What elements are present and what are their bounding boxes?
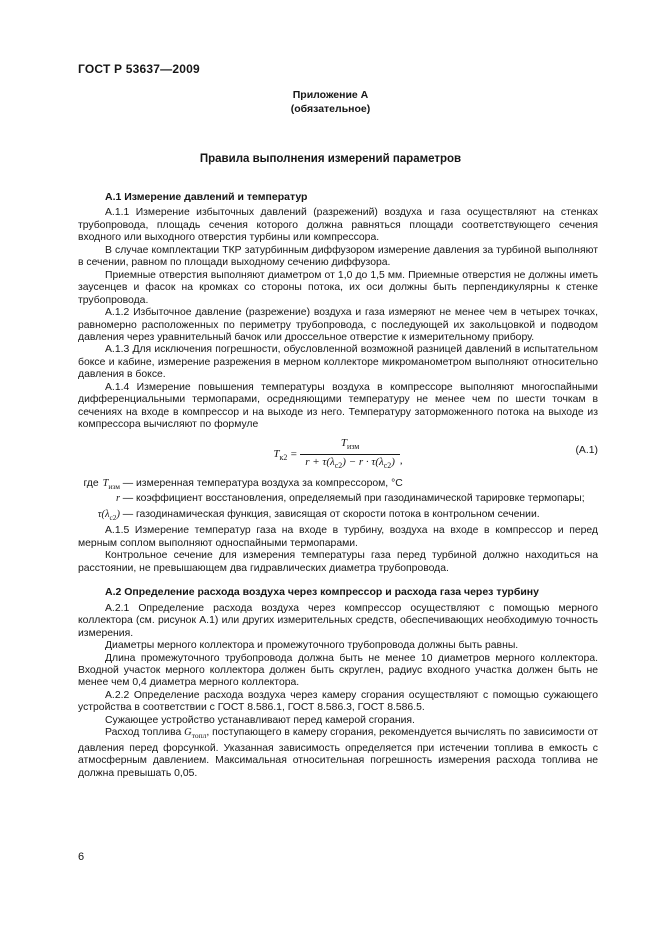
appendix-header — [0, 89, 661, 116]
paragraph: А.1.1 Измерение избыточных давлений (разрежений) воздуха и газа осуществляют на стенках трубопровода, площадь сечения которого должна равняться площади соответствующего сечения входного или выходного отверстия турбины или компрессора. — [78, 207, 598, 244]
formula-number: (А.1) — [575, 444, 598, 456]
section-heading-a2: А.2 Определение расхода воздуха через компрессор и расхода газа через турбину — [105, 586, 539, 599]
where-row — [70, 478, 598, 494]
formula-expression — [273, 437, 402, 473]
doc-code: ГОСТ Р 53637—2009 — [78, 62, 200, 76]
paragraph: А.1.4 Измерение повышения температуры воздуха в компрессоре выполняют многоспайными дифференциальными термопарами, осредняющими температуру не менее чем по шести точкам в сечениях на входе в компрессор и на выходе из него. Температуру заторможенного потока на выходе из компрессора вычисляют по формуле — [78, 381, 598, 431]
formula-lhs: $T_{к2}$ — [273, 448, 288, 463]
where-definition: измеренная температура воздуха за компрессором, °С — [136, 477, 403, 489]
appendix-label: Приложение А — [292, 89, 369, 101]
formula-where-list — [70, 478, 598, 525]
where-term: r — [115, 493, 120, 505]
paragraph: Контрольное сечение для измерения температуры газа перед турбиной должно находиться на расстоянии, не превышающем два гидравлических диаметра трубопровода. — [78, 550, 598, 574]
where-row — [70, 509, 598, 525]
paragraph: А.1.5 Измерение температур газа на входе в турбину, воздуха на входе в компрессор и перед мерным соплом выполняют односпайными термопарами. — [78, 525, 598, 549]
dash: — — [122, 508, 134, 520]
paragraph: А.1.3 Для исключения погрешности, обусловленной возможной разницей давлений в испытательном боксе и кабине, измерение разрежения в мерном коллекторе микроманометром выполняют относительно давления в боксе. — [78, 344, 598, 381]
document-body — [78, 191, 598, 780]
dash: — — [122, 493, 134, 505]
where-term: где $T_{изм}$ — [83, 477, 120, 491]
appendix-note: (обязательное) — [290, 102, 371, 115]
paragraph: Длина промежуточного трубопровода должна быть не менее 10 диаметров мерного коллектора. Входной участок мерного коллектора должен быть скруглен, радиус входного участка должен быть не менее чем 0,4 диаметра мерного коллектора. — [78, 652, 598, 689]
formula-fraction — [300, 437, 400, 473]
paragraph-fuel-flow: Расход топлива $G_{топл}$, поступающего в камеру сгорания, рекомендуется вычислять по зависимости от давления перед форсункой. Указанная зависимость определяется при истечении топлива в емкость с атмосферным давлением. Максимальная относительная погрешность измерения расхода топлива не должна превышать 0,05. — [78, 727, 599, 779]
section-heading-a1: А.1 Измерение давлений и температур — [105, 191, 308, 203]
page-number: 6 — [78, 851, 85, 863]
paragraph: Диаметры мерного коллектора и промежуточного трубопровода должны быть равны. — [105, 640, 519, 652]
paragraph: А.1.2 Избыточное давление (разрежение) воздуха и газа измеряют не менее чем в четырех точках, равномерно расположенных по периметру трубопровода, с последующей их закольцовкой и подводом давления через уравнительный бачок или дроссельное отверстие к измерительному прибору. — [78, 307, 598, 343]
paragraph: Приемные отверстия выполняют диаметром от 1,0 до 1,5 мм. Приемные отверстия не должны иметь заусенцев и фасок на кромках со стороны потока, их оси должны быть перпендикулярны к стенке трубопровода. — [78, 269, 598, 306]
paragraph: А.2.2 Определение расхода воздуха через камеру сгорания осуществляют с помощью сужающего устройства в соответствии с ГОСТ 8.586.1, ГОСТ 8.586.3, ГОСТ 8.586.5. — [78, 689, 598, 714]
formula-equals: = — [287, 448, 301, 461]
fuel-flow-variable: $G_{топл}$ — [184, 727, 207, 741]
formula-comma: , — [399, 454, 403, 467]
paragraph: Сужающее устройство устанавливают перед камерой сгорания. — [105, 714, 415, 726]
page-title: Правила выполнения измерений параметров — [199, 153, 462, 165]
formula-numerator: $T_{изм}$ — [340, 436, 360, 451]
where-row — [70, 493, 598, 509]
formula-denominator: $r + \tau(\lambda_{с2}) - r \cdot \tau(\lambda_{с2})$ — [300, 454, 400, 473]
formula-a1 — [78, 437, 598, 473]
paragraph: В случае комплектации ТКР затурбинным диффузором измерение давления за турбиной выполняют в сечении, равном по площади выходному сечению диффузора. — [78, 244, 598, 269]
paragraph: А.2.1 Определение расхода воздуха через компрессор осуществляют с помощью мерного коллектора (см. рисунок А.1) или других измерительных средств, обеспечивающих необходимую точность измерения. — [78, 602, 598, 639]
where-definition: коэффициент восстановления, определяемый при газодинамической тарировке термопары; — [136, 493, 585, 505]
dash: — — [122, 477, 134, 489]
where-term: $\tau(\lambda_{с2})$ — [97, 508, 120, 523]
where-definition: газодинамическая функция, зависящая от скорости потока в контрольном сечении. — [136, 508, 540, 520]
where-intro: где — [83, 477, 99, 489]
